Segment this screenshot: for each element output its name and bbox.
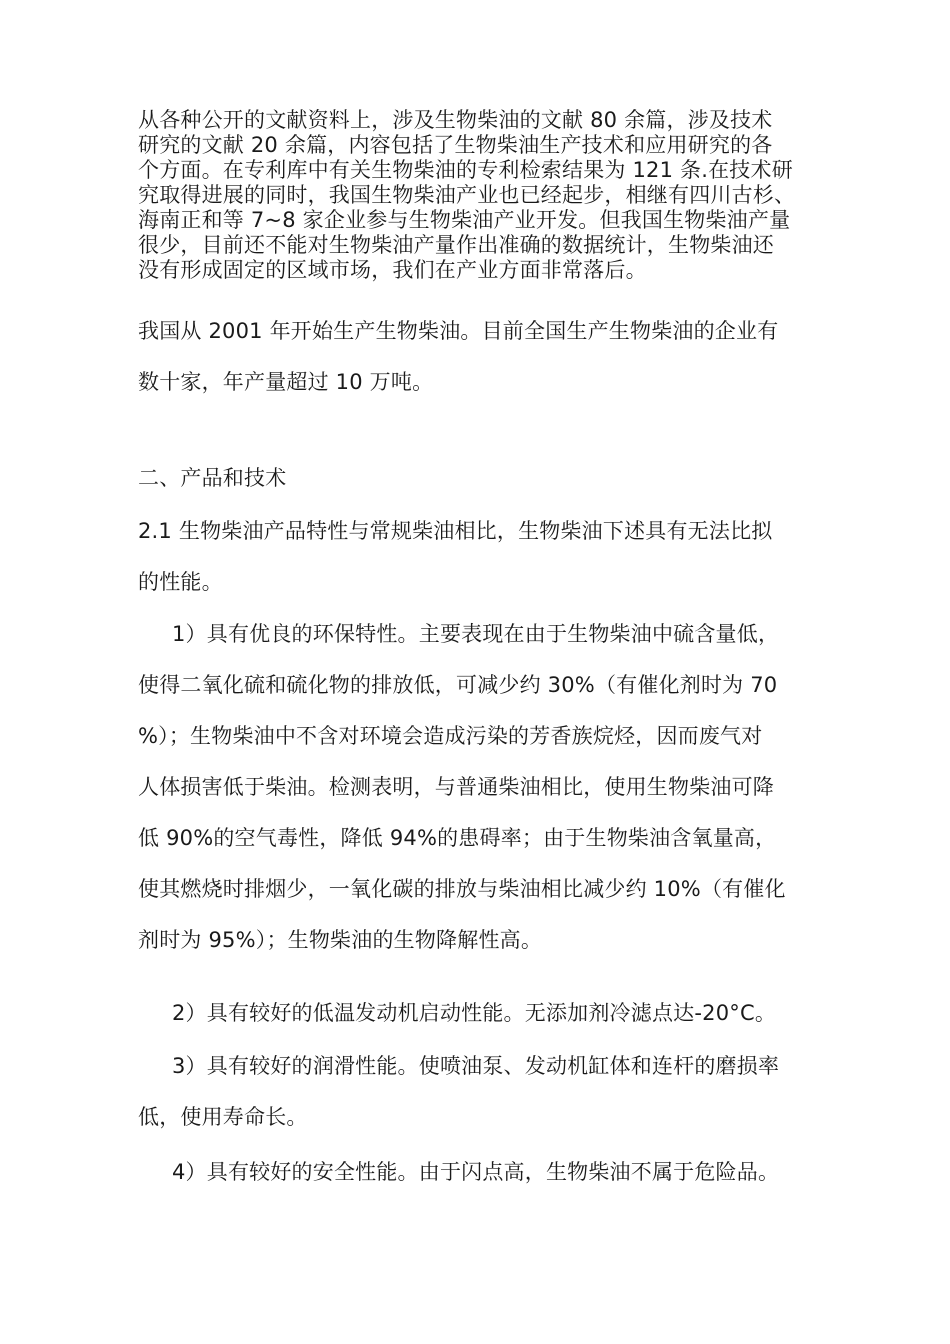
text-line: 很少，目前还不能对生物柴油产量作出准确的数据统计，生物柴油还 xyxy=(138,233,774,257)
text-line: 数十家，年产量超过 10 万吨。 xyxy=(138,370,434,394)
paragraph-properties-intro xyxy=(138,506,828,608)
text-line: %）；生物柴油中不含对环境会造成污染的芳香族烷烃，因而废气对 xyxy=(138,724,763,748)
text-line: 低，使用寿命长。 xyxy=(138,1105,308,1129)
paragraph-production xyxy=(138,306,828,408)
list-item-lubrication xyxy=(138,1041,828,1143)
text-line: 使其燃烧时排烟少，一氧化碳的排放与柴油相比减少约 10%（有催化 xyxy=(138,877,786,901)
text-line: 没有形成固定的区域市场，我们在产业方面非常落后。 xyxy=(138,258,647,282)
text-line: 3）具有较好的润滑性能。使喷油泵、发动机缸体和连杆的磨损率 xyxy=(172,1054,780,1078)
text-line: 使得二氧化硫和硫化物的排放低，可减少约 30%（有催化剂时为 70 xyxy=(138,673,778,697)
text-line: 的性能。 xyxy=(138,570,223,594)
list-item-safety: 4）具有较好的安全性能。由于闪点高，生物柴油不属于危险品。 xyxy=(172,1160,780,1184)
list-item-cold-start: 2）具有较好的低温发动机启动性能。无添加剂冷滤点达-20°C。 xyxy=(172,1001,777,1025)
text-line: 个方面。在专利库中有关生物柴油的专利检索结果为 121 条.在技术研 xyxy=(138,158,793,182)
text-line: 人体损害低于柴油。检测表明，与普通柴油相比，使用生物柴油可降 xyxy=(138,775,774,799)
text-line: 2.1 生物柴油产品特性与常规柴油相比，生物柴油下述具有无法比拟 xyxy=(138,519,773,543)
text-line: 究取得进展的同时，我国生物柴油产业也已经起步，相继有四川古杉、 xyxy=(138,183,796,207)
text-line: 1）具有优良的环保特性。主要表现在由于生物柴油中硫含量低， xyxy=(172,622,780,646)
text-line: 我国从 2001 年开始生产生物柴油。目前全国生产生物柴油的企业有 xyxy=(138,319,779,343)
paragraph-literature xyxy=(138,108,828,283)
text-line: 剂时为 95%）；生物柴油的生物降解性高。 xyxy=(138,928,543,952)
text-line: 从各种公开的文献资料上，涉及生物柴油的文献 80 余篇，涉及技术 xyxy=(138,108,773,132)
section-heading: 二、产品和技术 xyxy=(138,466,287,490)
text-line: 海南正和等 7~8 家企业参与生物柴油产业开发。但我国生物柴油产量 xyxy=(138,208,791,232)
text-line: 研究的文献 20 余篇，内容包括了生物柴油生产技术和应用研究的各 xyxy=(138,133,773,157)
text-line: 低 90%的空气毒性，降低 94%的患碍率；由于生物柴油含氧量高， xyxy=(138,826,777,850)
list-item-environmental xyxy=(138,609,828,966)
